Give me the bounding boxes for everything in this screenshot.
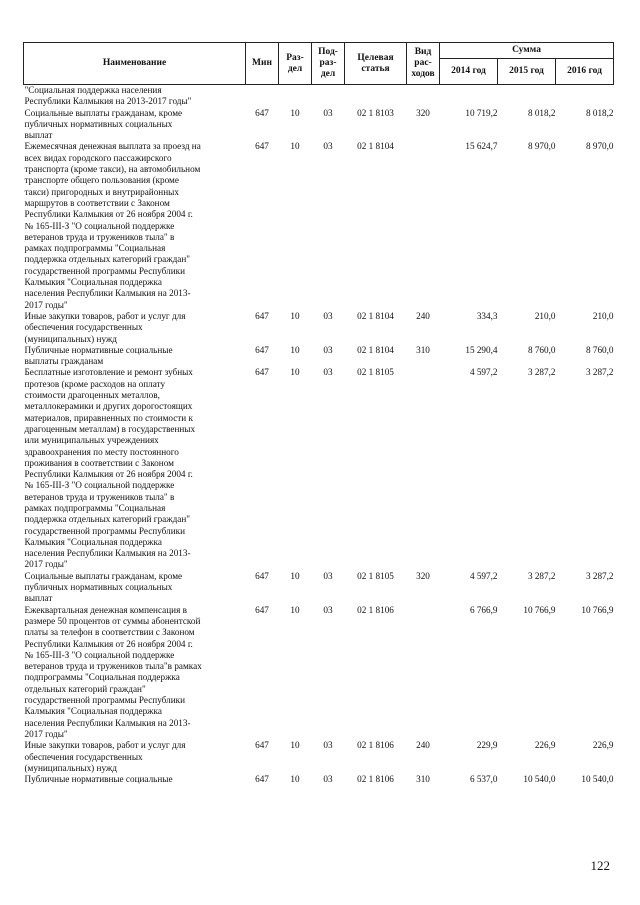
budget-table: [23, 42, 614, 785]
expense-type-code: [407, 605, 440, 741]
table-row: [24, 367, 614, 570]
row-name-line: населения Республики Калмыкия на 2013-: [24, 548, 191, 559]
section-code: 10: [290, 604, 300, 615]
row-name-line: протезов (кроме расходов на оплату: [24, 378, 166, 389]
row-name-line: 2017 годы": [24, 299, 68, 310]
row-name-line: материалов, приравненных по стоимости к: [24, 412, 193, 423]
article-code: 02 1 8106: [357, 774, 394, 785]
row-name-line: выплат: [24, 130, 53, 141]
expense-type-code: 240: [416, 310, 430, 321]
header-article: Целевая статья: [345, 43, 407, 85]
row-name-line: такси) пригородных и внутрирайонных: [24, 186, 179, 197]
amount-2015: 210,0: [534, 310, 556, 321]
table-row: [24, 571, 614, 605]
header-min: Мин: [246, 43, 279, 85]
row-name-line: Республики Калмыкия на 2013-2017 годы": [24, 96, 192, 107]
subsection-code: 03: [323, 310, 333, 321]
subsection-code: 03: [323, 740, 333, 751]
ministry-code: 647: [255, 344, 269, 355]
subsection-code: 03: [323, 141, 333, 152]
row-name-line: Иные закупки товаров, работ и услуг для: [24, 310, 186, 321]
ministry-code: 647: [255, 604, 269, 615]
row-name-line: Публичные нормативные социальные: [24, 774, 173, 785]
row-name-line: Ежемесячная денежная выплата за проезд на: [24, 141, 201, 152]
table-row: [24, 345, 614, 368]
amount-2016: [556, 85, 614, 108]
header-subsection: Под- раз- дел: [312, 43, 345, 85]
ministry-code: 647: [255, 107, 269, 118]
header-year-2014: 2014 год: [440, 59, 498, 85]
ministry-code: 647: [255, 310, 269, 321]
row-name-line: выплаты гражданам: [24, 356, 104, 367]
row-name-line: публичных нормативных социальных: [24, 118, 173, 129]
amount-2015: 3 287,2: [527, 570, 556, 581]
row-name-line: ветеранов труда и тружеников тыла" в: [24, 231, 175, 242]
row-name-line: подпрограммы "Социальная поддержка: [24, 672, 180, 683]
amount-2016: 3 287,2: [585, 570, 614, 581]
amount-2014: 6 537,0: [469, 774, 498, 785]
section-code: [279, 85, 312, 108]
header-sum: Сумма: [440, 43, 614, 59]
table-row: [24, 774, 614, 785]
row-name-line: рамках подпрограммы "Социальная: [24, 502, 166, 513]
row-name-line: Иные закупки товаров, работ и услуг для: [24, 740, 186, 751]
ministry-code: 647: [255, 740, 269, 751]
amount-2015: 10 540,0: [523, 774, 556, 785]
amount-2014: 4 597,2: [469, 570, 498, 581]
row-name: [24, 108, 246, 142]
subsection-code: 03: [323, 570, 333, 581]
article-code: 02 1 8103: [357, 107, 394, 118]
article-code: 02 1 8106: [357, 604, 394, 615]
section-code: 10: [290, 774, 300, 785]
row-name-line: рамках подпрограммы "Социальная: [24, 243, 166, 254]
row-name-line: Республики Калмыкия от 26 ноября 2004 г.: [24, 469, 193, 480]
table-row: [24, 311, 614, 345]
row-name: [24, 311, 246, 345]
row-name: [24, 85, 246, 108]
article-code: 02 1 8104: [357, 141, 394, 152]
ministry-code: 647: [255, 774, 269, 785]
amount-2016: 210,0: [592, 310, 614, 321]
expense-type-code: [407, 367, 440, 570]
article-code: [345, 85, 407, 108]
section-code: 10: [290, 740, 300, 751]
row-name: [24, 605, 246, 741]
amount-2016: 8 970,0: [585, 141, 614, 152]
row-name-line: Ежеквартальная денежная компенсация в: [24, 604, 187, 615]
expense-type-code: 310: [416, 774, 430, 785]
row-name-line: металлокерамики и других дорогостоящих: [24, 401, 193, 412]
row-name: [24, 141, 246, 310]
row-name-line: Социальные выплаты гражданам, кроме: [24, 570, 183, 581]
table-row: [24, 141, 614, 310]
header-expense-type: Вид рас- ходов: [407, 43, 440, 85]
row-name-line: публичных нормативных социальных: [24, 582, 173, 593]
row-name: [24, 740, 246, 774]
expense-type-code: 320: [416, 570, 430, 581]
amount-2016: 8 018,2: [585, 107, 614, 118]
ministry-code: 647: [255, 141, 269, 152]
article-code: 02 1 8104: [357, 344, 394, 355]
row-name: [24, 367, 246, 570]
row-name-line: транспорте общего пользования (кроме: [24, 175, 179, 186]
row-name-line: государственной программы Республики: [24, 265, 186, 276]
row-name-line: Публичные нормативные социальные: [24, 344, 173, 355]
expense-type-code: [407, 85, 440, 108]
row-name-line: выплат: [24, 593, 53, 604]
amount-2014: 229,9: [476, 740, 498, 751]
row-name-line: отдельных категорий граждан": [24, 683, 146, 694]
row-name-line: государственной программы Республики: [24, 525, 186, 536]
row-name-line: Калмыкия "Социальная поддержка: [24, 536, 162, 547]
row-name-line: населения Республики Калмыкия на 2013-: [24, 288, 191, 299]
row-name-line: № 165-III-З "О социальной поддержке: [24, 649, 175, 660]
row-name-line: поддержка отдельных категорий граждан": [24, 514, 191, 525]
amount-2015: [498, 85, 556, 108]
row-name-line: обеспечения государственных: [24, 322, 143, 333]
row-name-line: стоимости драгоценных металлов,: [24, 390, 160, 401]
article-code: 02 1 8104: [357, 310, 394, 321]
row-name-line: Бесплатные изготовление и ремонт зубных: [24, 367, 193, 378]
subsection-code: [312, 85, 345, 108]
row-name-line: проживания в соответствии с Законом: [24, 457, 174, 468]
row-name-line: Республики Калмыкия от 26 ноября 2004 г.: [24, 209, 193, 220]
row-name-line: или муниципальных учреждениях: [24, 435, 159, 446]
amount-2016: 10 540,0: [581, 774, 614, 785]
table-row: [24, 605, 614, 741]
row-name-line: Калмыкия "Социальная поддержка: [24, 706, 162, 717]
subsection-code: 03: [323, 107, 333, 118]
section-code: 10: [290, 310, 300, 321]
subsection-code: 03: [323, 344, 333, 355]
page-number: 122: [590, 858, 610, 873]
row-name-line: обеспечения государственных: [24, 751, 143, 762]
table-row: [24, 108, 614, 142]
amount-2016: 226,9: [592, 740, 614, 751]
amount-2015: 226,9: [534, 740, 556, 751]
expense-type-code: 240: [416, 740, 430, 751]
expense-type-code: 320: [416, 107, 430, 118]
row-name-line: ветеранов труда и тружеников тыла" в: [24, 491, 175, 502]
ministry-code: 647: [255, 570, 269, 581]
row-name-line: драгоценным металлам) в государственных: [24, 423, 196, 434]
header-section: Раз- дел: [279, 43, 312, 85]
row-name-line: платы за телефон в соответствии с Законом: [24, 627, 195, 638]
article-code: 02 1 8105: [357, 570, 394, 581]
header-year-2015: 2015 год: [498, 59, 556, 85]
row-name-line: № 165-III-З "О социальной поддержке: [24, 220, 175, 231]
header-year-2016: 2016 год: [556, 59, 614, 85]
row-name-line: № 165-III-З "О социальной поддержке: [24, 480, 175, 491]
table-body: [24, 85, 614, 786]
section-code: 10: [290, 570, 300, 581]
header-name: Наименование: [24, 43, 246, 85]
amount-2014: 10 719,2: [465, 107, 498, 118]
row-name-line: маршрутов в соответствии с Законом: [24, 197, 170, 208]
row-name: [24, 345, 246, 368]
amount-2015: 3 287,2: [527, 367, 556, 378]
amount-2014: 4 597,2: [469, 367, 498, 378]
amount-2015: 8 018,2: [527, 107, 556, 118]
article-code: 02 1 8106: [357, 740, 394, 751]
amount-2014: 15 290,4: [465, 344, 498, 355]
ministry-code: [246, 85, 279, 108]
section-code: 10: [290, 367, 300, 378]
row-name-line: размере 50 процентов от суммы абонентской: [24, 615, 201, 626]
row-name-line: (муниципальных) нужд: [24, 762, 117, 773]
table-row: [24, 740, 614, 774]
row-name-line: здравоохранения по месту постоянного: [24, 446, 179, 457]
section-code: 10: [290, 107, 300, 118]
amount-2016: 8 760,0: [585, 344, 614, 355]
amount-2014: [440, 85, 498, 108]
row-name: [24, 774, 246, 785]
row-name-line: государственной программы Республики: [24, 695, 186, 706]
table-row: [24, 85, 614, 108]
row-name-line: населения Республики Калмыкия на 2013-: [24, 717, 191, 728]
row-name-line: всех видах городского пассажирского: [24, 152, 172, 163]
subsection-code: 03: [323, 604, 333, 615]
ministry-code: 647: [255, 367, 269, 378]
row-name-line: (муниципальных) нужд: [24, 333, 117, 344]
section-code: 10: [290, 344, 300, 355]
row-name-line: "Социальная поддержка населения: [24, 85, 162, 95]
amount-2015: 8 760,0: [527, 344, 556, 355]
expense-type-code: 310: [416, 344, 430, 355]
section-code: 10: [290, 141, 300, 152]
row-name-line: ветеранов труда и тружеников тыла"в рамках: [24, 661, 202, 672]
amount-2014: 15 624,7: [465, 141, 498, 152]
amount-2016: 3 287,2: [585, 367, 614, 378]
row-name-line: 2017 годы": [24, 728, 68, 739]
row-name-line: Социальные выплаты гражданам, кроме: [24, 107, 183, 118]
row-name-line: Калмыкия "Социальная поддержка: [24, 277, 162, 288]
amount-2016: 10 766,9: [581, 604, 614, 615]
row-name-line: 2017 годы": [24, 559, 68, 570]
article-code: 02 1 8105: [357, 367, 394, 378]
subsection-code: 03: [323, 367, 333, 378]
expense-type-code: [407, 141, 440, 310]
subsection-code: 03: [323, 774, 333, 785]
amount-2015: 8 970,0: [527, 141, 556, 152]
amount-2014: 6 766,9: [469, 604, 498, 615]
row-name: [24, 571, 246, 605]
row-name-line: Республики Калмыкия от 26 ноября 2004 г.: [24, 638, 193, 649]
row-name-line: транспорта (кроме такси), на автомобильном: [24, 164, 201, 175]
amount-2014: 334,3: [476, 310, 498, 321]
row-name-line: поддержка отдельных категорий граждан": [24, 254, 191, 265]
amount-2015: 10 766,9: [523, 604, 556, 615]
table-header: [24, 43, 614, 85]
